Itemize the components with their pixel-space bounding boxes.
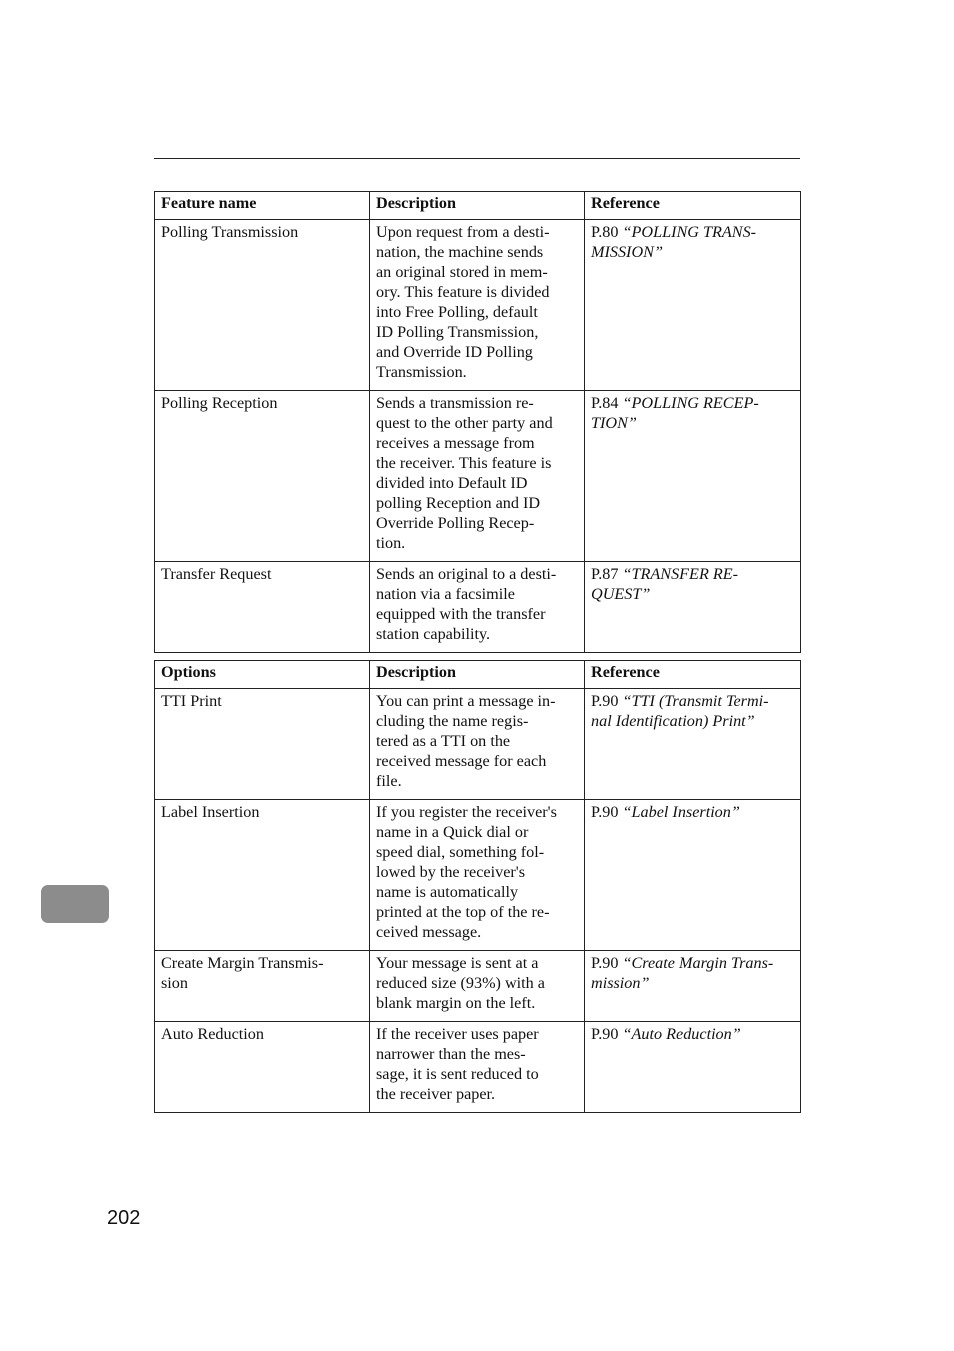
reference-page: P.90	[591, 692, 619, 710]
description-cell: If you register the receiver's name in a Quick dial or speed dial, something fol- lowed by the receiver's name is automatically printed at the top of the re- ceived message.	[370, 800, 585, 951]
reference-title: “Create Margin Trans- mission”	[591, 954, 774, 992]
table-row	[155, 951, 801, 1022]
reference-title: “POLLING TRANS- MISSION”	[591, 223, 757, 261]
reference-title: “POLLING RECEP- TION”	[591, 394, 759, 432]
reference-page: P.87	[591, 565, 619, 583]
table-row	[155, 391, 801, 562]
table-row	[155, 1022, 801, 1113]
header-rule	[154, 158, 800, 159]
column-header-options: Options	[155, 661, 370, 689]
column-header-description: Description	[370, 192, 585, 220]
reference-cell	[585, 220, 801, 391]
reference-title: “Label Insertion”	[622, 803, 740, 821]
column-header-feature-name: Feature name	[155, 192, 370, 220]
option-name-cell: Create Margin Transmis- sion	[155, 951, 370, 1022]
option-name-cell: Label Insertion	[155, 800, 370, 951]
option-name-cell: TTI Print	[155, 689, 370, 800]
reference-page: P.90	[591, 803, 619, 821]
options-table	[154, 660, 801, 1113]
reference-title: “TRANSFER RE- QUEST”	[591, 565, 739, 603]
reference-page: P.80	[591, 223, 619, 241]
reference-page: P.84	[591, 394, 619, 412]
table-header-row	[155, 192, 801, 220]
feature-name-cell: Transfer Request	[155, 562, 370, 653]
description-cell: Your message is sent at a reduced size (93%) with a blank margin on the left.	[370, 951, 585, 1022]
table-row	[155, 562, 801, 653]
reference-cell	[585, 1022, 801, 1113]
column-header-reference: Reference	[585, 192, 801, 220]
reference-page: P.90	[591, 954, 619, 972]
column-header-reference: Reference	[585, 661, 801, 689]
reference-cell	[585, 391, 801, 562]
feature-name-cell: Polling Transmission	[155, 220, 370, 391]
page-number: 202	[107, 1207, 141, 1229]
description-cell: If the receiver uses paper narrower than the mes- sage, it is sent reduced to the receiver paper.	[370, 1022, 585, 1113]
reference-cell	[585, 951, 801, 1022]
chapter-tab	[41, 885, 109, 923]
column-header-description: Description	[370, 661, 585, 689]
reference-page: P.90	[591, 1025, 619, 1043]
features-table	[154, 191, 801, 653]
reference-cell	[585, 689, 801, 800]
table-header-row	[155, 661, 801, 689]
description-cell: Sends an original to a desti- nation via a facsimile equipped with the transfer station capability.	[370, 562, 585, 653]
description-cell: Upon request from a desti- nation, the machine sends an original stored in mem- ory. This feature is divided into Free Polling, default ID Polling Transmission, and Override ID Polling Transmission.	[370, 220, 585, 391]
reference-cell	[585, 800, 801, 951]
description-cell: You can print a message in- cluding the name regis- tered as a TTI on the received message for each file.	[370, 689, 585, 800]
reference-title: “TTI (Transmit Termi- nal Identification) Print”	[591, 692, 769, 730]
reference-cell	[585, 562, 801, 653]
description-cell: Sends a transmission re- quest to the other party and receives a message from the receiver. This feature is divided into Default ID polling Reception and ID Override Polling Recep- tion.	[370, 391, 585, 562]
feature-name-cell: Polling Reception	[155, 391, 370, 562]
table-row	[155, 220, 801, 391]
table-row	[155, 689, 801, 800]
reference-title: “Auto Reduction”	[622, 1025, 741, 1043]
option-name-cell: Auto Reduction	[155, 1022, 370, 1113]
table-row	[155, 800, 801, 951]
